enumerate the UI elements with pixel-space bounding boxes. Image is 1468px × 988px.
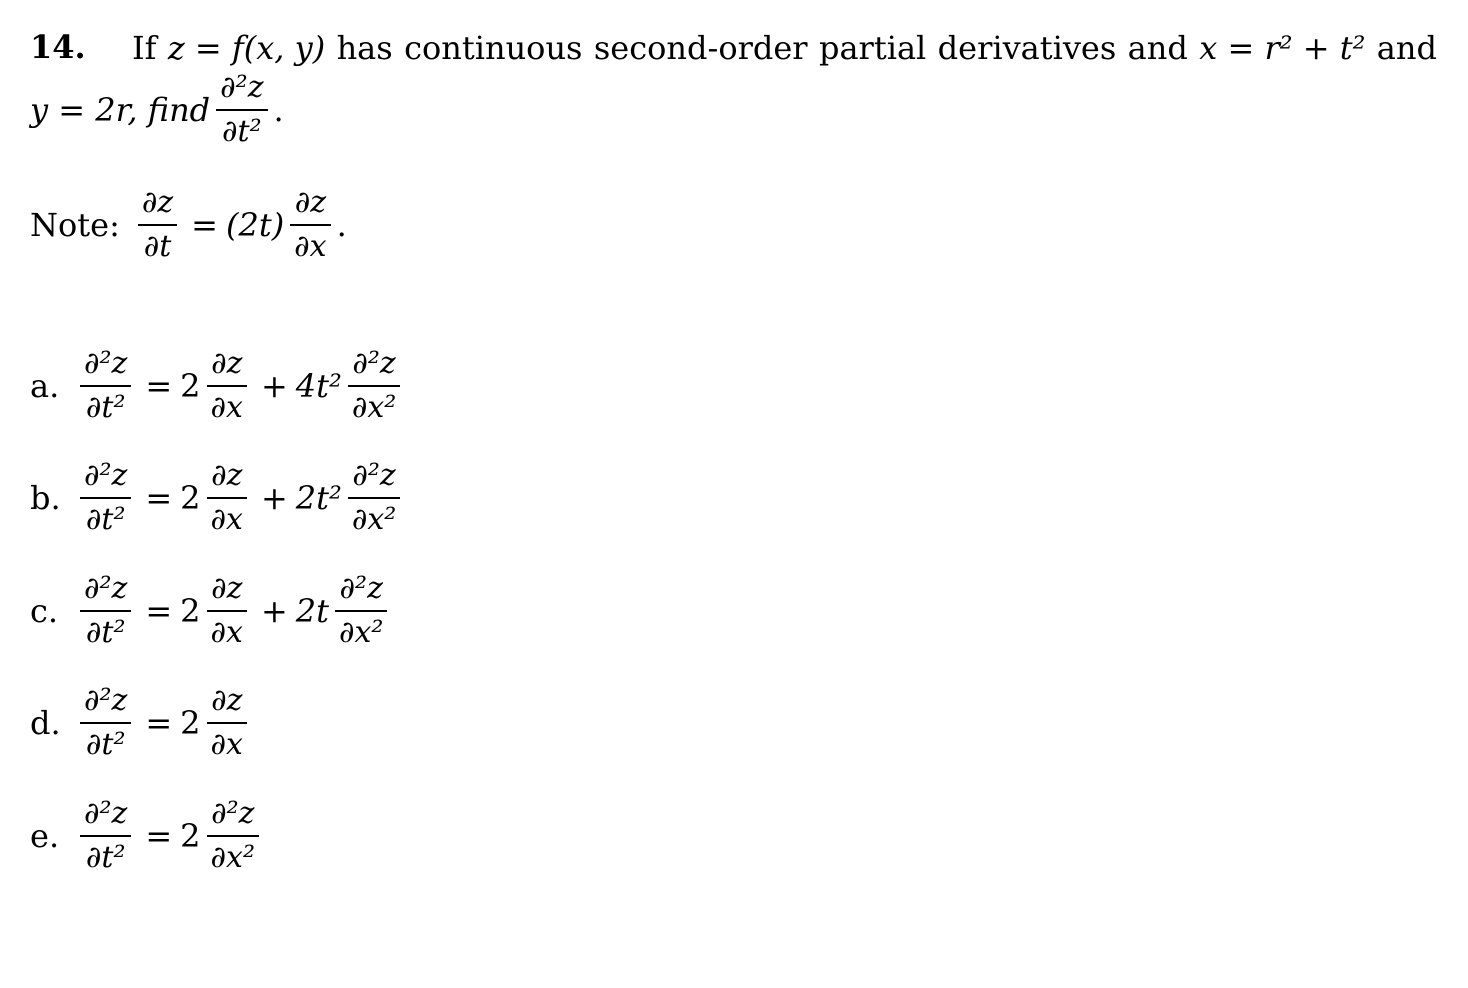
fraction-bar bbox=[80, 497, 131, 499]
fraction-bar bbox=[207, 610, 247, 612]
stem-word: and bbox=[1127, 29, 1188, 67]
find-numerator: ∂²z bbox=[220, 70, 264, 105]
note-right-fraction bbox=[290, 184, 330, 266]
coefficient: 2t² bbox=[295, 479, 342, 517]
stem-word: partial bbox=[818, 29, 927, 67]
term1-fraction bbox=[207, 457, 247, 539]
note-equals: = bbox=[191, 206, 218, 244]
denominator: ∂x² bbox=[210, 840, 255, 875]
stem-y-expr: y = 2r, find bbox=[30, 91, 211, 129]
note-right-denominator: ∂x bbox=[294, 229, 327, 264]
coefficient: 2 bbox=[180, 367, 201, 405]
fraction-bar bbox=[207, 385, 247, 387]
fraction-bar bbox=[348, 385, 400, 387]
numerator: ∂²z bbox=[84, 346, 128, 381]
denominator: ∂x² bbox=[351, 502, 397, 537]
stem-word: and bbox=[1376, 29, 1437, 67]
denominator: ∂x² bbox=[339, 615, 384, 650]
fraction-bar bbox=[80, 385, 131, 387]
choice-label: e. bbox=[30, 817, 60, 855]
stem-word: If bbox=[132, 29, 157, 67]
note-left-fraction bbox=[138, 184, 177, 266]
lhs-fraction bbox=[80, 457, 131, 539]
plus-sign: + bbox=[260, 367, 288, 405]
term2-fraction bbox=[335, 570, 387, 652]
choice-label: d. bbox=[30, 704, 61, 742]
choice-label: c. bbox=[30, 592, 59, 630]
coefficient: 2 bbox=[180, 592, 201, 630]
numerator: ∂²z bbox=[84, 458, 128, 493]
coefficient: 4t² bbox=[295, 367, 342, 405]
note-left-numerator: ∂z bbox=[141, 185, 174, 220]
lhs-fraction bbox=[80, 345, 131, 427]
lhs-fraction bbox=[80, 570, 131, 652]
denominator: ∂x bbox=[210, 390, 243, 425]
denominator: ∂x bbox=[210, 502, 243, 537]
stem-x-expr: x = r² + t² bbox=[1199, 29, 1366, 67]
note-label: Note: bbox=[30, 206, 120, 244]
term1-fraction bbox=[207, 345, 247, 427]
denominator: ∂x bbox=[210, 727, 243, 762]
numerator: ∂²z bbox=[84, 796, 128, 831]
term2-fraction bbox=[348, 345, 400, 427]
coefficient: 2t bbox=[295, 592, 329, 630]
equals-sign: = bbox=[145, 367, 173, 405]
stem-word: second-order bbox=[593, 29, 808, 67]
term1-fraction bbox=[207, 795, 259, 877]
denominator: ∂t² bbox=[85, 390, 126, 425]
numerator: ∂z bbox=[211, 571, 243, 606]
stem-word: derivatives bbox=[937, 29, 1117, 67]
note-left-denominator: ∂t bbox=[143, 229, 172, 264]
fraction-bar bbox=[207, 835, 259, 837]
fraction-bar bbox=[335, 610, 387, 612]
fraction-bar bbox=[216, 109, 267, 111]
fraction-bar bbox=[207, 497, 247, 499]
question-stem-line-1 bbox=[132, 28, 1437, 68]
numerator: ∂²z bbox=[352, 346, 396, 381]
fraction-bar bbox=[207, 722, 247, 724]
lhs-fraction bbox=[80, 795, 131, 877]
denominator: ∂t² bbox=[85, 502, 126, 537]
plus-sign: + bbox=[260, 479, 288, 517]
coefficient: 2 bbox=[180, 817, 201, 855]
note bbox=[30, 180, 347, 270]
numerator: ∂z bbox=[211, 458, 243, 493]
equals-sign: = bbox=[145, 704, 173, 742]
numerator: ∂z bbox=[211, 683, 243, 718]
choice-c[interactable] bbox=[30, 563, 393, 659]
stem-function-expr: z = f(x, y) bbox=[167, 29, 326, 67]
choice-b[interactable] bbox=[30, 450, 406, 546]
coefficient: 2 bbox=[180, 479, 201, 517]
find-period: . bbox=[273, 91, 284, 129]
note-right-numerator: ∂z bbox=[294, 185, 327, 220]
denominator: ∂x bbox=[210, 615, 243, 650]
choice-a[interactable] bbox=[30, 338, 406, 434]
denominator: ∂t² bbox=[85, 727, 126, 762]
fraction-bar bbox=[138, 224, 177, 226]
choice-label: b. bbox=[30, 479, 61, 517]
term2-fraction bbox=[348, 457, 400, 539]
question-number: 14. bbox=[30, 28, 86, 66]
note-coefficient: (2t) bbox=[225, 206, 285, 244]
numerator: ∂z bbox=[211, 346, 243, 381]
equals-sign: = bbox=[145, 817, 173, 855]
choice-label: a. bbox=[30, 367, 60, 405]
denominator: ∂x² bbox=[351, 390, 397, 425]
numerator: ∂²z bbox=[352, 458, 396, 493]
numerator: ∂²z bbox=[211, 796, 255, 831]
fraction-bar bbox=[290, 224, 330, 226]
numerator: ∂²z bbox=[339, 571, 383, 606]
stem-word: continuous bbox=[404, 29, 583, 67]
lhs-fraction bbox=[80, 682, 131, 764]
denominator: ∂t² bbox=[85, 840, 126, 875]
fraction-bar bbox=[348, 497, 400, 499]
question-stem-line-2 bbox=[30, 70, 284, 150]
term1-fraction bbox=[207, 682, 247, 764]
choice-e[interactable] bbox=[30, 788, 265, 884]
numerator: ∂²z bbox=[84, 571, 128, 606]
fraction-bar bbox=[80, 835, 131, 837]
plus-sign: + bbox=[260, 592, 288, 630]
denominator: ∂t² bbox=[85, 615, 126, 650]
stem-word: has bbox=[336, 29, 393, 67]
coefficient: 2 bbox=[180, 704, 201, 742]
term1-fraction bbox=[207, 570, 247, 652]
fraction-bar bbox=[80, 610, 131, 612]
note-period: . bbox=[336, 206, 347, 244]
equals-sign: = bbox=[145, 592, 173, 630]
choice-d[interactable] bbox=[30, 675, 253, 771]
numerator: ∂²z bbox=[84, 683, 128, 718]
fraction-bar bbox=[80, 722, 131, 724]
find-fraction bbox=[216, 69, 267, 151]
find-denominator: ∂t² bbox=[222, 114, 262, 149]
equals-sign: = bbox=[145, 479, 173, 517]
